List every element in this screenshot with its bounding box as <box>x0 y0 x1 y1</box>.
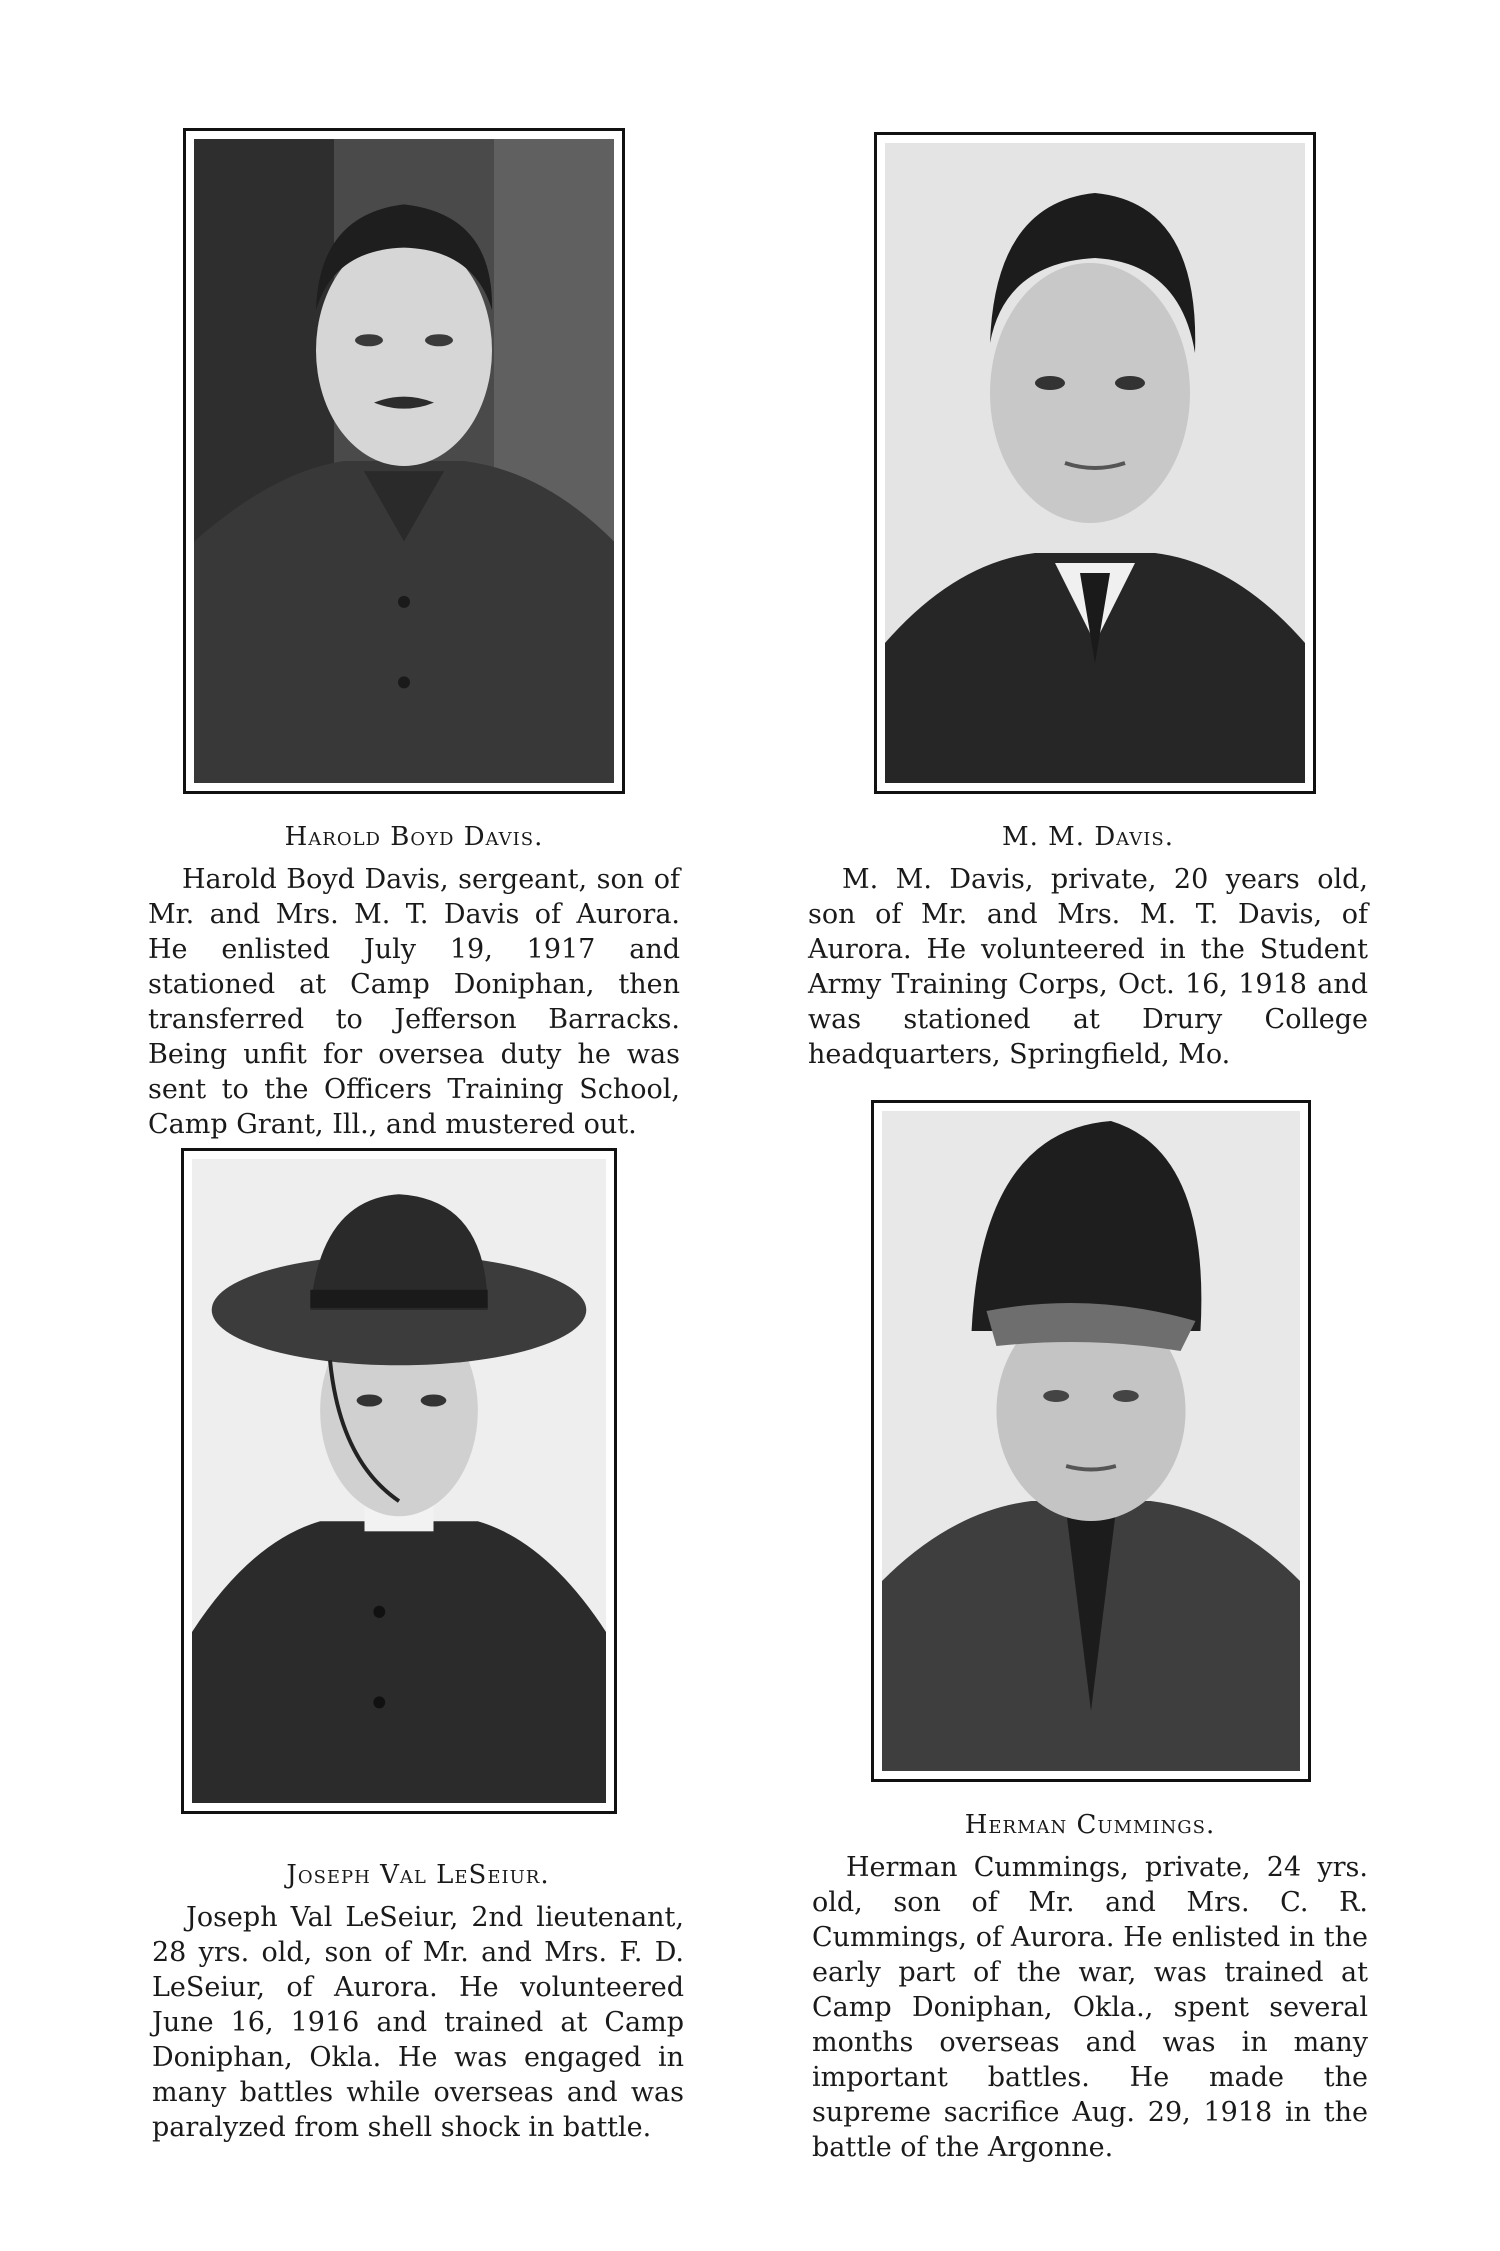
entry-bio: Herman Cummings, private, 24 yrs. old, son of Mr. and Mrs. C. R. Cummings, of Aurora. He enlisted in the early part of the war, was trained at Camp Doniphan, Okla., spent several months overseas and was in many important battles. He made the supreme sacrifice Aug. 29, 1918 in the battle of the Argonne. <box>812 1852 1368 2163</box>
portrait-photo-harold-boyd-davis <box>194 139 614 783</box>
entry-bio: Harold Boyd Davis, sergeant, son of Mr. and Mrs. M. T. Davis of Aurora. He enlisted July 19, 1917 and stationed at Camp Doniphan, then transferred to Jefferson Barracks. Being unfit for oversea duty he was sent to the Officers Training School, Camp Grant, Ill., and mustered out. <box>148 864 680 1140</box>
portrait-photo-herman-cummings <box>882 1111 1300 1771</box>
entry-bio: M. M. Davis, private, 20 years old, son of Mr. and Mrs. M. T. Davis, of Aurora. He volunteered in the Student Army Training Corps, Oct. 16, 1918 and was stationed at Drury College headquarters, Springfield, Mo. <box>808 864 1368 1070</box>
entry-bio: Joseph Val LeSeiur, 2nd lieutenant, 28 yrs. old, son of Mr. and Mrs. F. D. LeSeiur, of Aurora. He volunteered June 16, 1916 and trained at Camp Doniphan, Okla. He was engaged in many battles while overseas and was paralyzed from shell shock in battle. <box>152 1902 684 2143</box>
portrait-frame-m-m-davis <box>874 132 1316 794</box>
entry-harold-boyd-davis <box>148 822 680 1142</box>
portrait-frame-harold-boyd-davis <box>183 128 625 794</box>
portrait-frame-herman-cummings <box>871 1100 1311 1782</box>
portrait-photo-joseph-val-leseiur <box>192 1159 606 1803</box>
portrait-photo-m-m-davis <box>885 143 1305 783</box>
entry-joseph-val-leseiur <box>152 1860 684 2145</box>
entry-name: Herman Cummings. <box>964 1810 1216 1840</box>
entry-name: M. M. Davis. <box>1002 822 1174 852</box>
portrait-frame-joseph-val-leseiur <box>181 1148 617 1814</box>
entry-name: Harold Boyd Davis. <box>284 822 544 852</box>
entry-herman-cummings <box>812 1810 1368 2165</box>
entry-name: Joseph Val LeSeiur. <box>286 1860 550 1890</box>
entry-m-m-davis <box>808 822 1368 1072</box>
